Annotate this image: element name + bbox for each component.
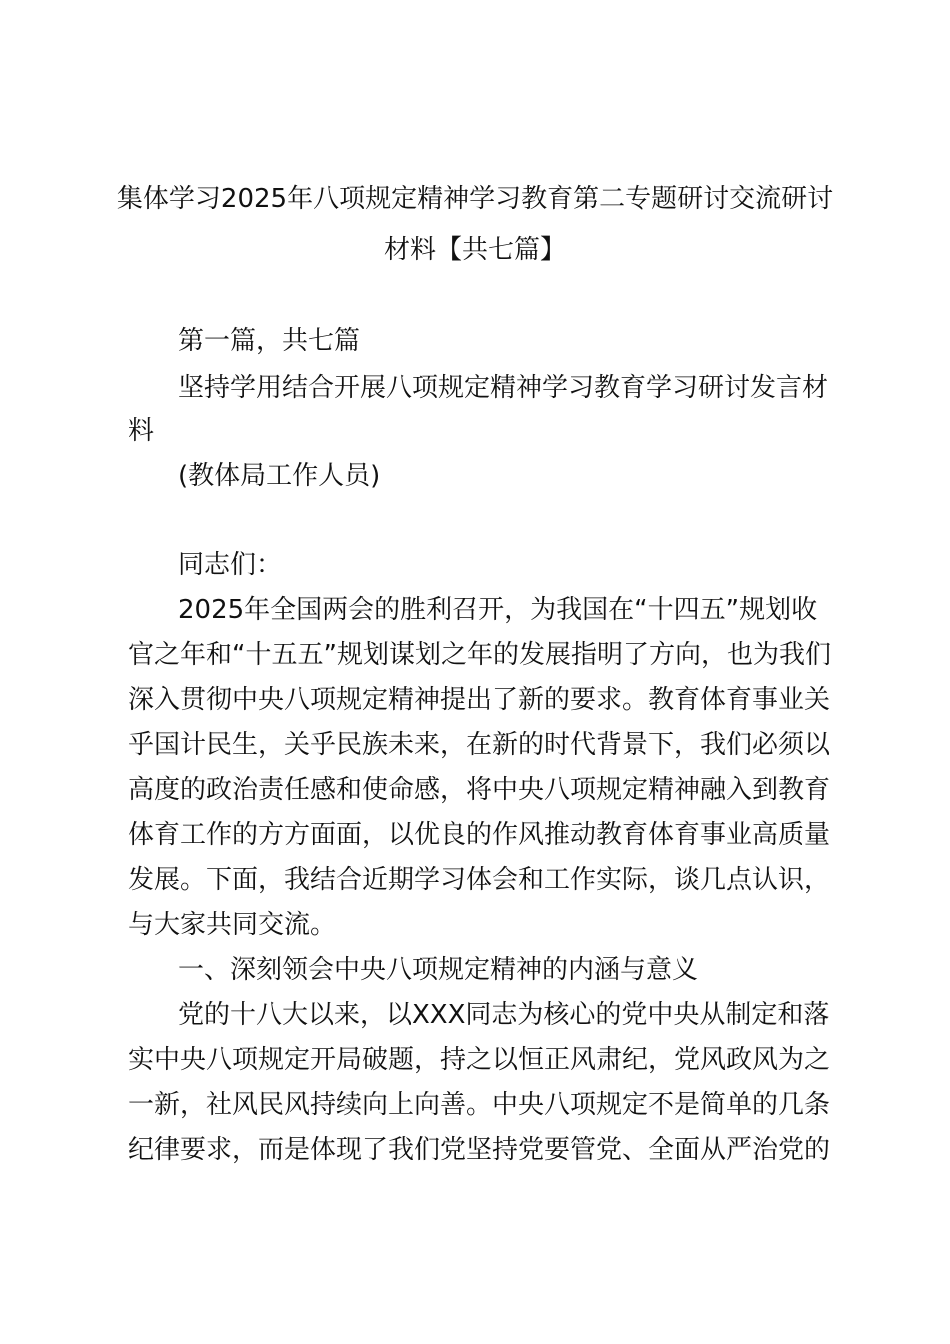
section-heading: 一、深刻领会中央八项规定精神的内涵与意义	[178, 955, 699, 985]
body-line: 体育工作的方方面面，以优良的作风推动教育体育事业高质量	[128, 820, 831, 850]
body-line: 党的十八大以来，以XXX同志为核心的党中央从制定和落	[178, 1000, 830, 1030]
body-line: 纪律要求，而是体现了我们党坚持党要管党、全面从严治党的	[128, 1135, 831, 1165]
body-line: 乎国计民生，关乎民族未来，在新的时代背景下，我们必须以	[128, 730, 831, 760]
body-line: 2025年全国两会的胜利召开，为我国在“十四五”规划收	[178, 595, 818, 625]
speech-title-line-2: 料	[128, 416, 155, 446]
body-line: 深入贯彻中央八项规定精神提出了新的要求。教育体育事业关	[128, 685, 831, 715]
body-line: 一新，社风民风持续向上向善。中央八项规定不是简单的几条	[128, 1090, 831, 1120]
salutation: 同志们：	[178, 550, 283, 580]
document-title-line-1: 集体学习2025年八项规定精神学习教育第二专题研讨交流研讨	[116, 184, 834, 214]
section-label: 第一篇，共七篇	[178, 326, 361, 356]
body-line: 实中央八项规定开局破题，持之以恒正风肃纪，党风政风为之	[128, 1045, 831, 1075]
document-title-line-2: 材料【共七篇】	[383, 235, 566, 265]
body-line: 与大家共同交流。	[128, 910, 337, 940]
body-line: 发展。下面，我结合近期学习体会和工作实际，谈几点认识，	[128, 865, 831, 895]
body-line: 高度的政治责任感和使命感，将中央八项规定精神融入到教育	[128, 775, 831, 805]
speaker-affiliation: (教体局工作人员)	[178, 461, 381, 491]
body-line: 官之年和“十五五”规划谋划之年的发展指明了方向，也为我们	[128, 640, 831, 670]
speech-title-line-1: 坚持学用结合开展八项规定精神学习教育学习研讨发言材	[178, 373, 829, 403]
